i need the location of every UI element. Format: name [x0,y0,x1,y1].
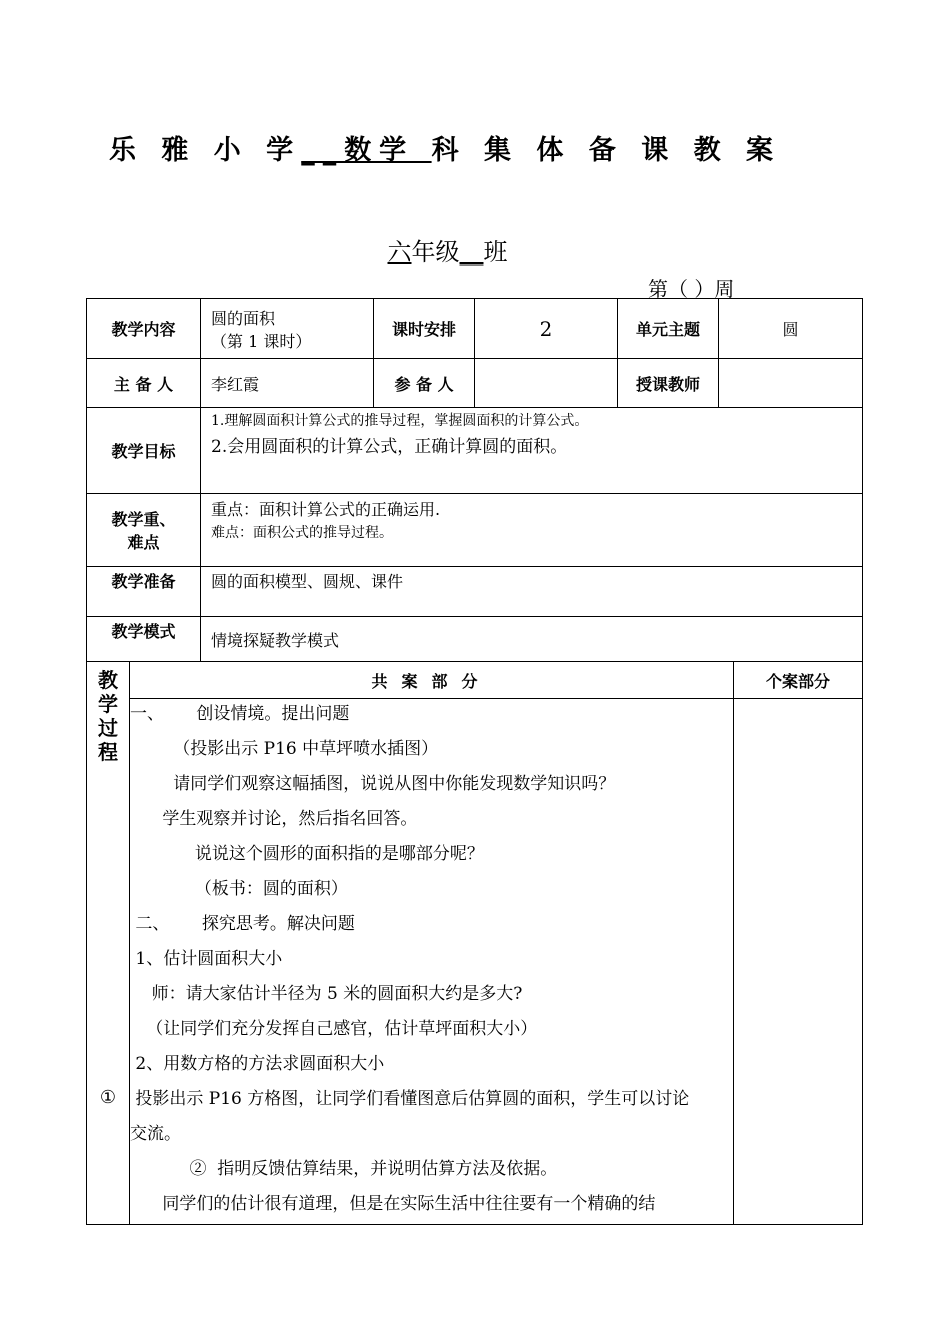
title-school: 乐 雅 小 学 [108,135,302,166]
document-title [0,128,890,167]
goal-1: 1.理解圆面积计算公式的推导过程，掌握圆面积的计算公式。 [211,413,589,429]
grade-class-line [0,232,895,267]
grade-text: 年级 [411,238,460,266]
participant-value [475,359,618,408]
unit-value: 圆 [719,299,863,359]
process-line: （让同学们充分发挥自己感官，估计草坪面积大小） [130,1019,538,1039]
process-header-row [87,662,863,699]
goal-2: 2.会用圆面积的计算公式，正确计算圆的面积。 [211,437,568,457]
content-value [201,299,374,359]
process-line: 投影出示 P16 方格图，让同学们看懂图意后估算圆的面积，学生可以讨论 [130,1089,690,1109]
content-label: 教学内容 [87,299,201,359]
content-value-period: （第 1 课时） [211,331,312,351]
class-text: 班 [483,238,508,266]
participant-label: 参 备 人 [374,359,475,408]
content-value-title: 圆的面积 [211,308,276,328]
individual-plan-content [734,699,863,1225]
focus-label [87,494,201,567]
individual-plan-header: 个案部分 [734,662,863,699]
prep-label: 教学准备 [87,567,201,617]
info-row-2 [87,359,863,408]
class-blank: __ [459,238,484,266]
focus-row [87,494,863,567]
process-content-row [87,699,863,1225]
lesson-plan-table [86,298,863,1225]
goals-label: 教学目标 [87,408,201,494]
mode-value: 情境探疑教学模式 [201,617,863,662]
process-line: 2、用数方格的方法求圆面积大小 [130,1054,385,1074]
process-line: 说说这个圆形的面积指的是哪部分呢？ [130,844,484,864]
process-line: （板书：圆的面积） [130,879,348,899]
shared-plan-header: 共案部分 [130,662,734,699]
process-line: 同学们的估计很有道理，但是在实际生活中往往要有一个精确的结 [130,1194,656,1214]
teacher-label: 授课教师 [618,359,719,408]
author-value: 李红霞 [201,359,374,408]
process-label-cell [87,662,130,1225]
process-line: 交流。 [130,1124,181,1144]
prep-row [87,567,863,617]
step-marker: ① [99,1087,117,1108]
schedule-value: 2 [475,299,618,359]
process-line: ② 指明反馈估算结果，并说明估算方法及依据。 [130,1159,558,1179]
goals-content [201,408,863,494]
mode-row [87,617,863,662]
process-line: 学生观察并讨论，然后指名回答。 [130,809,418,829]
teacher-value [719,359,863,408]
title-rest: 科 集 体 备 课 教 案 [431,135,781,166]
process-line: 师：请大家估计半径为 5 米的圆面积大约是多大? [130,984,523,1004]
difficult-point: 难点：面积公式的推导过程。 [211,525,394,541]
mode-label: 教学模式 [87,617,201,662]
schedule-label: 课时安排 [374,299,475,359]
unit-label: 单元主题 [618,299,719,359]
shared-plan-content [130,699,734,1225]
process-line: 请同学们观察这幅插图，说说从图中你能发现数学知识吗？ [130,774,616,794]
title-subject: __数学 [301,135,432,166]
process-lines [130,699,733,1224]
focus-content [201,494,863,567]
process-line: 1、估计圆面积大小 [130,949,283,969]
grade-number: 六 [387,238,412,266]
process-line: 二、 探究思考。解决问题 [130,914,355,934]
author-label: 主 备 人 [87,359,201,408]
focus-label-line1: 教学重、 [111,510,176,529]
process-label: 教学过程 [98,668,118,764]
process-line: （投影出示 P16 中草坪喷水插图） [130,739,439,759]
process-line: 一、 创设情境。提出问题 [130,704,350,724]
key-point: 重点：面积计算公式的正确运用. [211,500,441,519]
week-label: 第（ ）周 [648,277,735,301]
info-row-1 [87,299,863,359]
goals-row [87,408,863,494]
focus-label-line2: 难点 [127,533,160,552]
prep-value: 圆的面积模型、圆规、课件 [201,567,863,617]
